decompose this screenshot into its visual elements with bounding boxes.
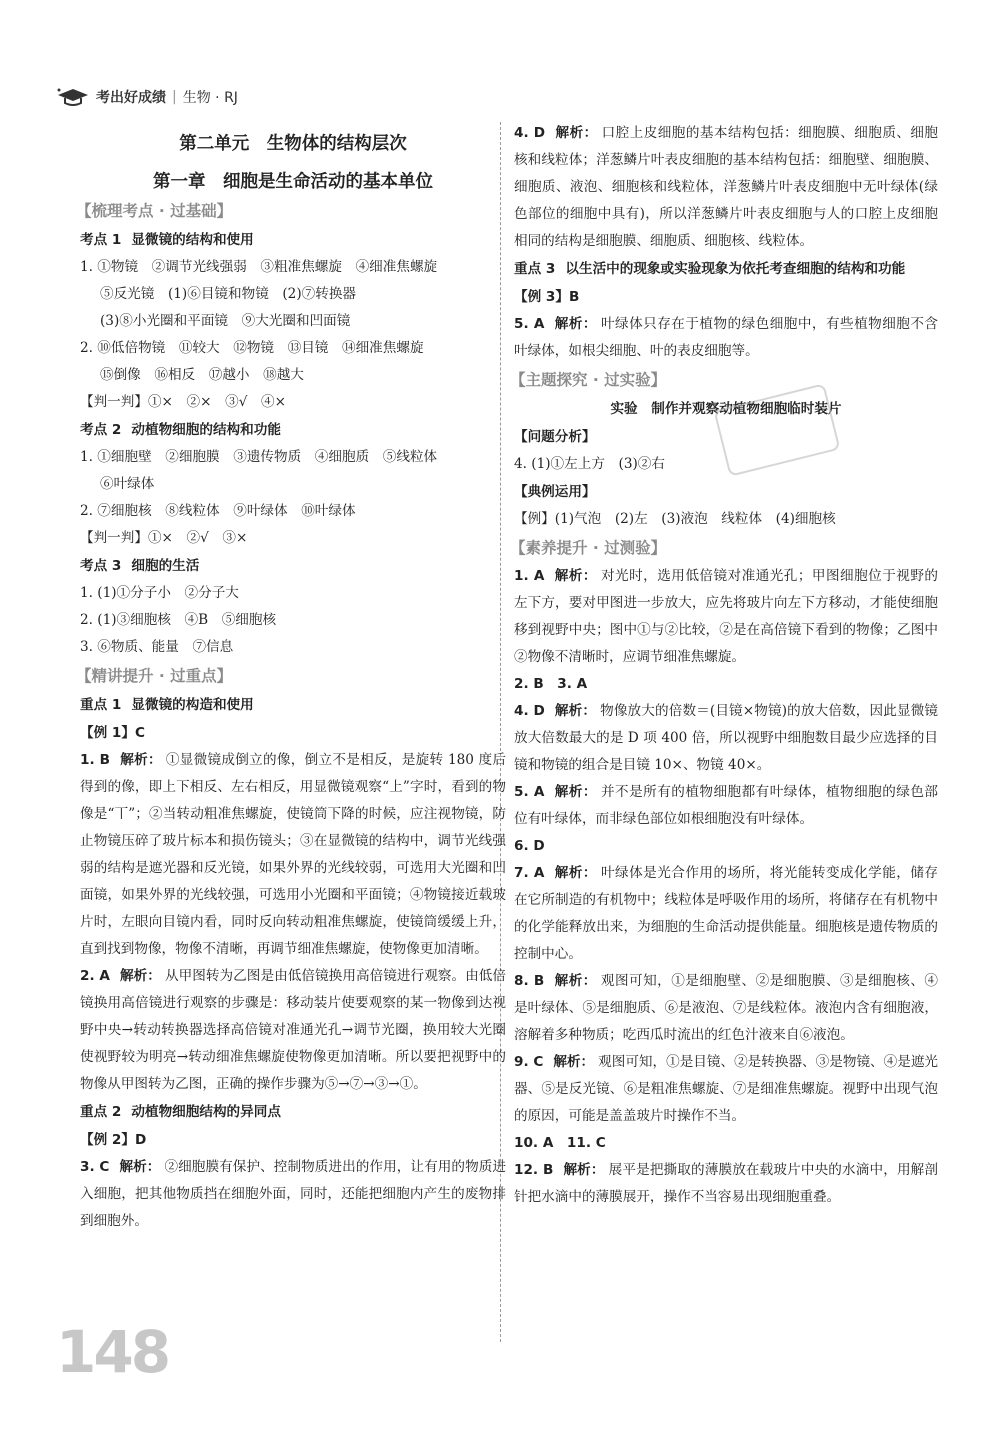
experiment-title: 实验 制作并观察动植物细胞临时装片: [610, 401, 842, 417]
answer-number: 3. C: [80, 1159, 110, 1175]
explanation-label: 解析：: [563, 1162, 605, 1178]
answer-number: 8. B: [514, 973, 545, 989]
key-point: [80, 226, 506, 254]
answer-text: 观图可知，①是目镜、②是转换器、③是物镜、④是遮光器、⑤是反光镜、⑥是粗准焦螺旋、⑦是细准焦螺旋。视野中出现气泡的原因，可能是盖盖玻片时操作不当。: [514, 1054, 939, 1124]
answer-line: 【判一判】①× ②√ ③×: [80, 530, 248, 546]
section-explore-title: 【主题探究 · 过实验】: [510, 371, 667, 389]
right-top-items: [514, 120, 938, 255]
graduation-cap-icon: [56, 86, 90, 108]
answer-line: (3)⑧小光圈和平面镜 ⑨大光圈和凹面镜: [100, 313, 351, 329]
example-answer: 【例 2】D: [80, 1132, 147, 1148]
key-point-title: 显微镜的结构和使用: [131, 232, 254, 248]
answer-number: 10. A 11. C: [514, 1135, 606, 1151]
key-point-3: [514, 255, 938, 283]
answer-number: 12. B: [514, 1162, 554, 1178]
header-separator: |: [172, 89, 177, 105]
key-point-label: 重点 1: [80, 697, 122, 713]
right-quality-items: [514, 563, 938, 1211]
key-point-title: 动植物细胞的结构和功能: [131, 422, 281, 438]
explanation-label: 解析：: [554, 865, 597, 881]
answer-item: [514, 1049, 938, 1130]
answer-text: 对光时，选用低倍镜对准通光孔；甲图细胞位于视野的左下方，要对甲图进一步放大，应先将玻片向左下方移动，才能使细胞移到视野中央；图中①与②比较，②是在高倍镜下看到的物像；乙图中②物像不清晰时，应调节细准焦螺旋。: [514, 568, 938, 665]
answer-line: ⑥叶绿体: [100, 476, 155, 492]
brand-title: 考出好成绩: [96, 90, 166, 106]
answer-text: ①显微镜成倒立的像，倒立不是相反，是旋转 180 度后得到的像，即上下相反、左右相反，用显微镜观察“上”字时，看到的物像是“丅”；②当转动粗准焦螺旋，使镜筒下降的时候，应注视物镜，防止物镜压碎了玻片标本和损伤镜头；③在显微镜的结构中，调节光线强弱的结构是遮光器和反光镜，如果外界的光线较弱，可选用大光圈和凹面镜，如果外界的光线较强，可选用小光圈和平面镜；④物镜接近载玻片时，左眼向目镜内看，同时反向转动粗准焦螺旋，使镜筒缓缓上升，直到找到物像，物像不清晰，再调节细准焦螺旋，使物像更加清晰。: [80, 752, 506, 957]
answer-item: [514, 1130, 938, 1157]
key-point: [80, 691, 506, 719]
page-header: [56, 86, 238, 108]
answer-item: [514, 698, 938, 779]
explanation-label: 解析：: [554, 568, 597, 584]
right-column: [510, 120, 939, 1211]
key-point-label: 重点 3: [514, 261, 556, 277]
answer-line: 1. (1)①分子小 ②分子大: [80, 585, 239, 601]
explanation-label: 解析：: [554, 784, 597, 800]
answer-text: 并不是所有的植物细胞都有叶绿体，植物细胞的绿色部位有叶绿体，而非绿色部位如根细胞没有叶绿体。: [514, 784, 938, 827]
explanation-label: 解析：: [555, 125, 598, 141]
answer-number: 7. A: [514, 865, 545, 881]
right-p3-items: [514, 311, 938, 365]
example-answer: 【例 1】C: [80, 725, 145, 741]
explanation-label: 解析：: [554, 973, 597, 989]
key-point-label: 考点 1: [80, 232, 122, 248]
answer-item: [80, 963, 506, 1098]
answer-number: 9. C: [514, 1054, 544, 1070]
answer-number: 1. A: [514, 568, 545, 584]
answer-line: 1. ①物镜 ②调节光线强弱 ③粗准焦螺旋 ④细准焦螺旋: [80, 259, 438, 275]
answer-number: 6. D: [514, 838, 545, 854]
answer-line: 2. (1)③细胞核 ④B ⑤细胞核: [80, 612, 277, 628]
answer-line: 3. ⑥物质、能量 ⑦信息: [80, 639, 234, 655]
answer-line: 1. ①细胞壁 ②细胞膜 ③遗传物质 ④细胞质 ⑤线粒体: [80, 449, 438, 465]
answer-number: 1. B: [80, 752, 110, 768]
answer-text: 叶绿体是光合作用的场所，将光能转变成化学能，储存在它所制造的有机物中；线粒体是呼吸作用的场所，将储存在有机物中的化学能释放出来，为细胞的生命活动提供能量。细胞核是遗传物质的控制中心。: [514, 865, 938, 962]
answer-line: 【判一判】①× ②× ③√ ④×: [80, 394, 286, 410]
answer-item: [514, 860, 938, 968]
typical-example-label: 【典例运用】: [514, 484, 596, 500]
problem-analysis-label: 【问题分析】: [514, 429, 596, 445]
explanation-label: 解析：: [119, 1159, 161, 1175]
explanation-label: 解析：: [553, 1054, 595, 1070]
explanation-label: 解析：: [554, 703, 597, 719]
key-point-label: 重点 2: [80, 1104, 122, 1120]
answer-item: [514, 968, 938, 1049]
explanation-label: 解析：: [554, 316, 597, 332]
section-quality-title: 【素养提升 · 过测验】: [510, 539, 667, 557]
answer-text: 展平是把撕取的薄膜放在载玻片中央的水滴中，用解剖针把水滴中的薄膜展开，操作不当容易出现细胞重叠。: [514, 1162, 938, 1205]
key-point-title: 显微镜的构造和使用: [131, 697, 254, 713]
key-point: [80, 416, 506, 444]
answer-text: 从甲图转为乙图是由低倍镜换用高倍镜进行观察。由低倍镜换用高倍镜进行观察的步骤是：移动装片使要观察的某一物像到达视野中央→转动转换器选择高倍镜对准通光孔→调节光圈，换用较大光圈使视野较为明亮→转动细准焦螺旋使物像更加清晰。所以要把视野中的物像从甲图转为乙图，正确的操作步骤为⑤→⑦→③→①。: [80, 968, 507, 1092]
left-column: [76, 122, 507, 1235]
section-title: 【梳理考点 · 过基础】: [76, 202, 233, 220]
page-number: 148: [56, 1318, 169, 1386]
answer-text: 观图可知，①是细胞壁、②是细胞膜、③是细胞核、④是叶绿体、⑤是细胞质、⑥是液泡、⑦是线粒体。液泡内含有细胞液，溶解着多种物质；吃西瓜时流出的红色汁液来自⑥液泡。: [514, 973, 939, 1043]
answer-text: 叶绿体只存在于植物的绿色细胞中，有些植物细胞不含叶绿体，如根尖细胞、叶的表皮细胞等。: [514, 316, 938, 359]
answer-item: [514, 311, 938, 365]
key-point-label: 考点 2: [80, 422, 122, 438]
answer-number: 4. D: [514, 125, 546, 141]
answer-item: [514, 779, 938, 833]
answer-text: ②细胞膜有保护、控制物质进出的作用，让有用的物质进入细胞，把其他物质挡在细胞外面，同时，还能把细胞内产生的废物排到细胞外。: [80, 1159, 506, 1229]
answer-item: [80, 1154, 506, 1235]
answer-number: 5. A: [514, 316, 545, 332]
problem-analysis-answer: 4. (1)①左上方 (3)②右: [514, 456, 665, 472]
explanation-label: 解析：: [119, 968, 161, 984]
key-point-title: 以生活中的现象或实验现象为依托考查细胞的结构和功能: [565, 261, 906, 277]
answer-item: [80, 747, 506, 963]
left-sections: [76, 196, 507, 1235]
key-point-title: 动植物细胞结构的异同点: [131, 1104, 281, 1120]
answer-line: 2. ⑩低倍物镜 ⑪较大 ⑫物镜 ⑬目镜 ⑭细准焦螺旋: [80, 340, 424, 356]
answer-number: 4. D: [514, 703, 545, 719]
chapter-title: 第一章 细胞是生命活动的基本单位: [153, 172, 433, 192]
answer-item: [514, 833, 938, 860]
example-3: 【例 3】B: [514, 289, 580, 305]
answer-item: [514, 671, 938, 698]
subject-label: 生物 · RJ: [182, 90, 238, 106]
key-point: [80, 552, 506, 580]
key-point-title: 细胞的生活: [131, 558, 200, 574]
answer-number: 5. A: [514, 784, 545, 800]
answer-number: 2. A: [80, 968, 110, 984]
section-title: 【精讲提升 · 过重点】: [76, 667, 233, 685]
typical-example-answer: 【例】(1)气泡 (2)左 (3)液泡 线粒体 (4)细胞核: [514, 511, 836, 527]
answer-item: [514, 1157, 938, 1211]
answer-text: 物像放大的倍数＝(目镜×物镜)的放大倍数，因此显微镜放大倍数最大的是 D 项 400 倍，所以视野中细胞数目最少应选择的目镜和物镜的组合是目镜 10×、物镜 40×。: [514, 703, 939, 773]
answer-line: 2. ⑦细胞核 ⑧线粒体 ⑨叶绿体 ⑩叶绿体: [80, 503, 356, 519]
key-point: [80, 1098, 506, 1126]
explanation-label: 解析：: [120, 752, 162, 768]
answer-number: 2. B 3. A: [514, 676, 588, 692]
answer-line: ⑮倒像 ⑯相反 ⑰越小 ⑱越大: [100, 367, 304, 383]
answer-item: [514, 563, 938, 671]
answer-item: [514, 120, 938, 255]
unit-title: 第二单元 生物体的结构层次: [179, 134, 407, 154]
answer-line: ⑤反光镜 (1)⑥目镜和物镜 (2)⑦转换器: [100, 286, 357, 302]
key-point-label: 考点 3: [80, 558, 122, 574]
answer-text: 口腔上皮细胞的基本结构包括：细胞膜、细胞质、细胞核和线粒体；洋葱鳞片叶表皮细胞的基本结构包括：细胞壁、细胞膜、细胞质、液泡、细胞核和线粒体，洋葱鳞片叶表皮细胞中无叶绿体(绿色部位的细胞中具有)，所以洋葱鳞片叶表皮细胞与人的口腔上皮细胞相同的结构是细胞膜、细胞质、细胞核、线粒体。: [514, 125, 939, 249]
